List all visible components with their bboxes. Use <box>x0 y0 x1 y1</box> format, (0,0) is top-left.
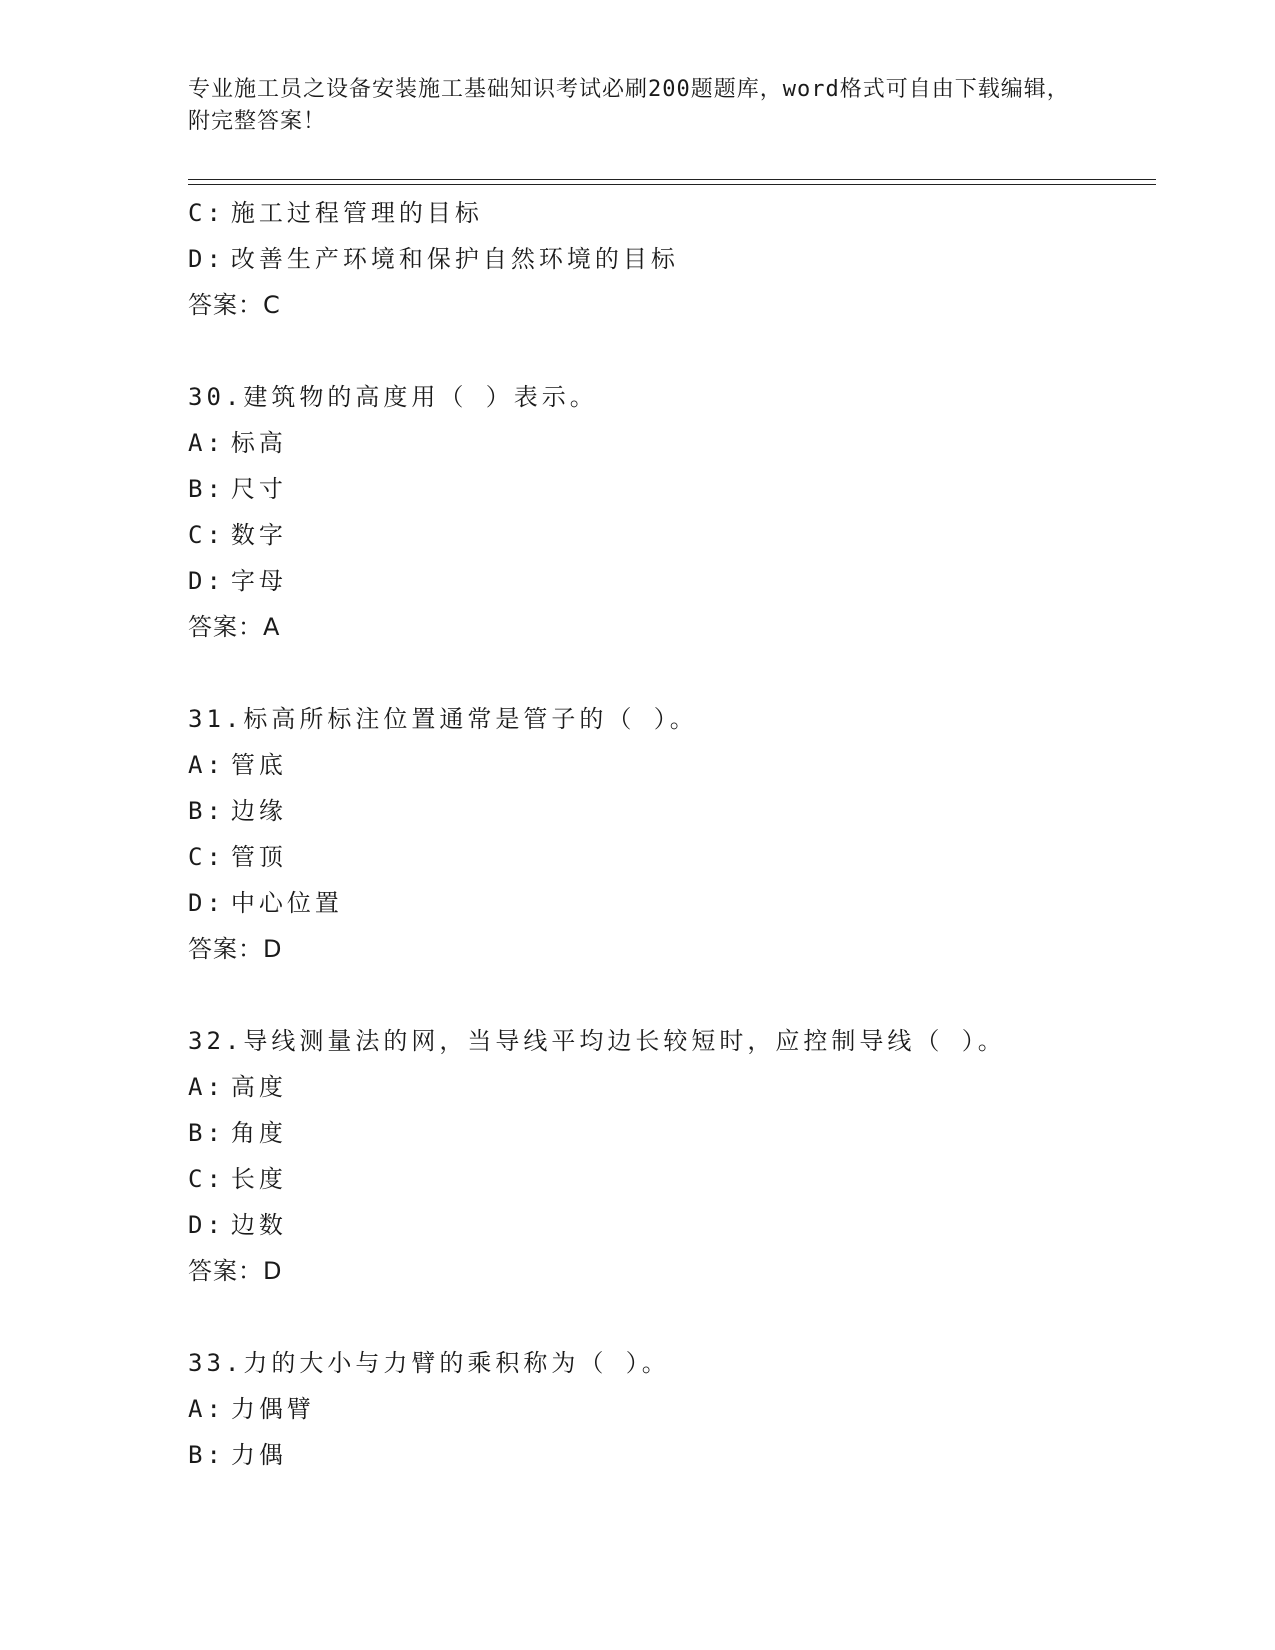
question-list <box>188 190 1156 1478</box>
option-text: 字母 <box>230 567 287 595</box>
answer-line: 答案：D <box>188 935 283 963</box>
option-line <box>188 834 1156 880</box>
option-label: B: <box>188 797 225 825</box>
option-label: A: <box>188 429 225 457</box>
option-line <box>188 190 1156 236</box>
header-divider-top <box>188 179 1156 180</box>
option-line <box>188 1432 1156 1478</box>
option-label: C: <box>188 199 225 227</box>
answer-line: 答案：C <box>188 291 281 319</box>
question-stem: 32.导线测量法的网，当导线平均边长较短时，应控制导线（ ）。 <box>188 1027 1006 1055</box>
option-text: 高度 <box>230 1073 287 1101</box>
question-stem: 33.力的大小与力臂的乘积称为（ ）。 <box>188 1349 670 1377</box>
option-line <box>188 1156 1156 1202</box>
question-spacer <box>188 972 1156 1018</box>
option-label: D: <box>188 567 225 595</box>
option-text: 管底 <box>230 751 287 779</box>
option-label: D: <box>188 889 225 917</box>
option-text: 边缘 <box>230 797 287 825</box>
question-stem: 31.标高所标注位置通常是管子的（ ）。 <box>188 705 698 733</box>
option-label: B: <box>188 1441 225 1469</box>
option-text: 中心位置 <box>230 889 343 917</box>
option-text: 长度 <box>230 1165 287 1193</box>
option-line <box>188 236 1156 282</box>
option-line <box>188 742 1156 788</box>
option-text: 施工过程管理的目标 <box>230 199 483 227</box>
option-text: 力偶臂 <box>230 1395 315 1423</box>
document-title: 专业施工员之设备安装施工基础知识考试必刷200题题库，word格式可自由下载编辑，附完整答案！ <box>188 77 1070 134</box>
question-spacer <box>188 328 1156 374</box>
option-text: 标高 <box>230 429 287 457</box>
option-text: 管顶 <box>230 843 287 871</box>
option-label: A: <box>188 1073 225 1101</box>
option-text: 角度 <box>230 1119 287 1147</box>
question-spacer <box>188 1294 1156 1340</box>
option-line <box>188 1386 1156 1432</box>
option-line <box>188 1202 1156 1248</box>
option-line <box>188 788 1156 834</box>
option-label: A: <box>188 751 225 779</box>
option-text: 尺寸 <box>230 475 287 503</box>
option-label: C: <box>188 843 225 871</box>
option-line <box>188 1110 1156 1156</box>
option-label: D: <box>188 245 225 273</box>
question-stem: 30.建筑物的高度用（ ）表示。 <box>188 383 598 411</box>
option-text: 数字 <box>230 521 287 549</box>
header-divider-bottom <box>188 184 1156 185</box>
option-line <box>188 420 1156 466</box>
option-label: A: <box>188 1395 225 1423</box>
option-label: C: <box>188 521 225 549</box>
option-label: C: <box>188 1165 225 1193</box>
answer-line: 答案：D <box>188 1257 283 1285</box>
option-line <box>188 466 1156 512</box>
option-text: 改善生产环境和保护自然环境的目标 <box>230 245 679 273</box>
option-label: B: <box>188 475 225 503</box>
question-spacer <box>188 650 1156 696</box>
option-line <box>188 880 1156 926</box>
option-line <box>188 512 1156 558</box>
option-label: D: <box>188 1211 225 1239</box>
answer-line: 答案：A <box>188 613 281 641</box>
option-line <box>188 1064 1156 1110</box>
document-header <box>188 74 1088 138</box>
option-line <box>188 558 1156 604</box>
option-text: 边数 <box>230 1211 287 1239</box>
option-label: B: <box>188 1119 225 1147</box>
option-text: 力偶 <box>230 1441 287 1469</box>
